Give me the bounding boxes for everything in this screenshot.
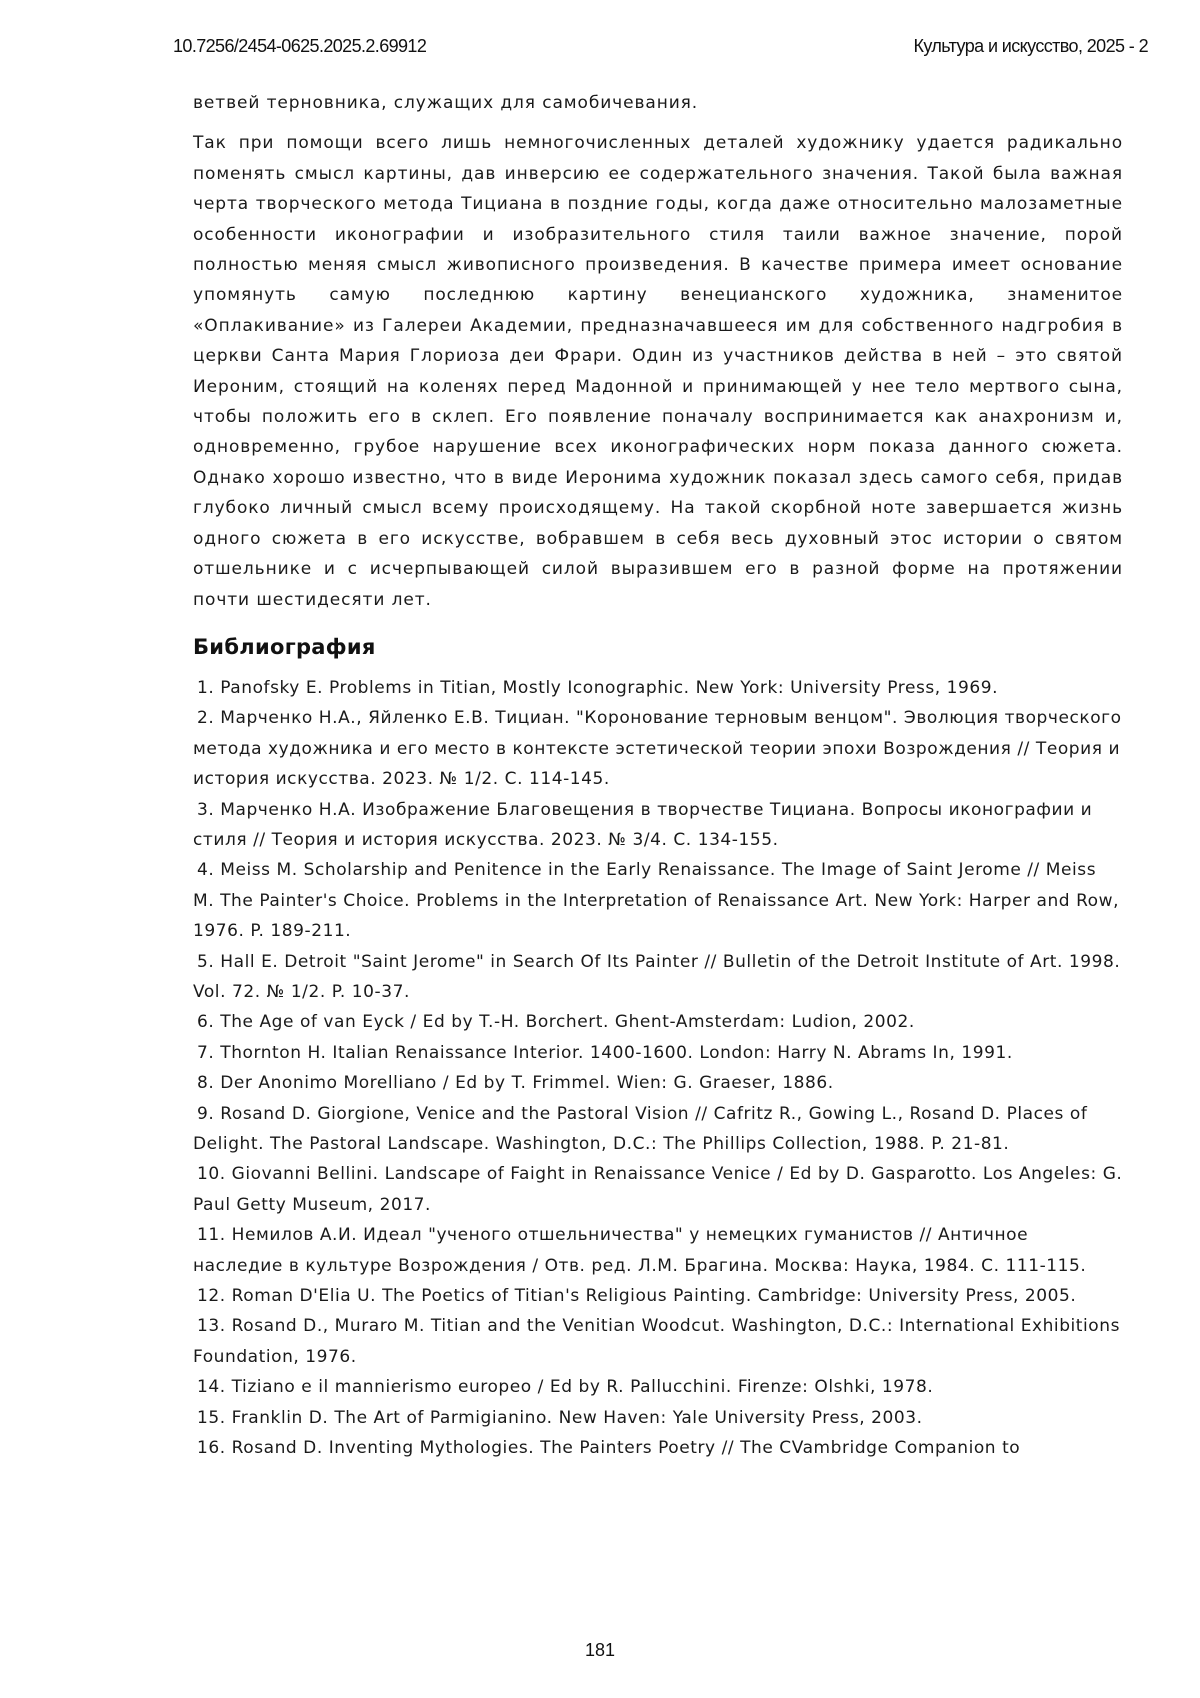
bibliography-item: 5. Hall E. Detroit "Saint Jerome" in Search Of Its Painter // Bulletin of the Detroit Institute of Art. 1998. Vol. 72. № 1/2. P. 10-37. <box>193 951 1121 1002</box>
bibliography-item: 2. Марченко Н.А., Яйленко Е.В. Тициан. "Коронование терновым венцом". Эволюция творческого метода художника и его место в контексте эстетической теории эпохи Возрождения // Теория и история искусства. 2023. № 1/2. С. 114-145. <box>193 708 1122 790</box>
bibliography-item: 11. Немилов А.И. Идеал "ученого отшельничества" у немецких гуманистов // Античное наследие в культуре Возрождения / Отв. ред. Л.М. Брагина. Москва: Наука, 1984. С. 111-115. <box>193 1225 1087 1276</box>
running-header <box>173 36 1148 60</box>
journal-title: Культура и искусство, 2025 - 2 <box>913 36 1148 56</box>
bibliography-item: 13. Rosand D., Muraro M. Titian and the Venitian Woodcut. Washington, D.C.: International Exhibitions Foundation, 1976. <box>193 1316 1120 1367</box>
bibliography-section <box>193 635 1123 1464</box>
bibliography-item: 8. Der Anonimo Morelliano / Ed by T. Frimmel. Wien: G. Graeser, 1886. <box>197 1073 834 1094</box>
bibliography-item: 10. Giovanni Bellini. Landscape of Faight in Renaissance Venice / Ed by D. Gasparotto. Los Angeles: G. Paul Getty Museum, 2017. <box>193 1164 1123 1215</box>
bibliography-item: 15. Franklin D. The Art of Parmigianino. New Haven: Yale University Press, 2003. <box>197 1407 923 1428</box>
bibliography-item: 14. Tiziano e il mannierismo europeo / Ed by R. Pallucchini. Firenze: Olshki, 1978. <box>197 1377 934 1398</box>
bibliography-item: 1. Panofsky E. Problems in Titian, Mostly Iconographic. New York: University Press, 1969. <box>197 677 999 698</box>
bibliography-list <box>193 673 1123 1464</box>
article-body <box>193 88 1123 1463</box>
bibliography-item: 7. Thornton H. Italian Renaissance Interior. 1400-1600. London: Harry N. Abrams In, 1991. <box>197 1042 1013 1063</box>
bibliography-heading: Библиография <box>193 634 376 659</box>
bibliography-item: 9. Rosand D. Giorgione, Venice and the Pastoral Vision // Cafritz R., Gowing L., Rosand D. Places of Delight. The Pastoral Landscape. Washington, D.C.: The Phillips Collection, 1988. P. 21-81. <box>193 1103 1088 1154</box>
bibliography-item: 4. Meiss M. Scholarship and Penitence in the Early Renaissance. The Image of Saint Jerome // Meiss M. The Painter's Choice. Problems in the Interpretation of Renaissance Art. New York: Harper and Row, 1976. P. 189-211. <box>193 860 1120 942</box>
doi-label: 10.7256/2454-0625.2025.2.69912 <box>173 36 427 56</box>
bibliography-item: 12. Roman D'Elia U. The Poetics of Titian's Religious Painting. Cambridge: University Press, 2005. <box>197 1286 1077 1307</box>
body-paragraph: ветвей терновника, служащих для самобичевания. <box>193 93 699 113</box>
page-number: 181 <box>584 1640 616 1660</box>
bibliography-item: 3. Марченко Н.А. Изображение Благовещения в творчестве Тициана. Вопросы иконографии и стиля // Теория и история искусства. 2023. № 3/4. С. 134-155. <box>193 799 1093 850</box>
bibliography-item: 16. Rosand D. Inventing Mythologies. The Painters Poetry // The CVambridge Companion to <box>197 1438 1021 1459</box>
bibliography-item: 6. The Age of van Eyck / Ed by T.-H. Borchert. Ghent-Amsterdam: Ludion, 2002. <box>197 1012 915 1033</box>
body-paragraph: Так при помощи всего лишь немногочисленных деталей художнику удается радикально поменять смысл картины, дав инверсию ее содержательного значения. Такой была важная черта творческого метода Тициана в поздние годы, когда даже относительно малозаметные особенности иконографии и изобразительного стиля таили важное значение, порой полностью меняя смысл живописного произведения. В качестве примера имеет основание упомянуть самую последнюю картину венецианского художника, знаменитое «Оплакивание» из Галереи Академии, предназначавшееся им для собственного надгробия в церкви Санта Мария Глориоза деи Фрари. Один из участников действа в ней – это святой Иероним, стоящий на коленях перед Мадонной и принимающей у нее тело мертвого сына, чтобы положить его в склеп. Его появление поначалу воспринимается как анахронизм и, одновременно, грубое нарушение всех иконографических норм показа данного сюжета. Однако хорошо известно, что в виде Иеронима художник показал здесь самого себя, придав глубоко личный смысл всему происходящему. На такой скорбной ноте завершается жизнь одного сюжета в его искусстве, вобравшем в себя весь духовный этос истории о святом отшельнике и с исчерпывающей силой выразившем его в разной форме на протяжении почти шестидесяти лет. <box>193 133 1123 610</box>
